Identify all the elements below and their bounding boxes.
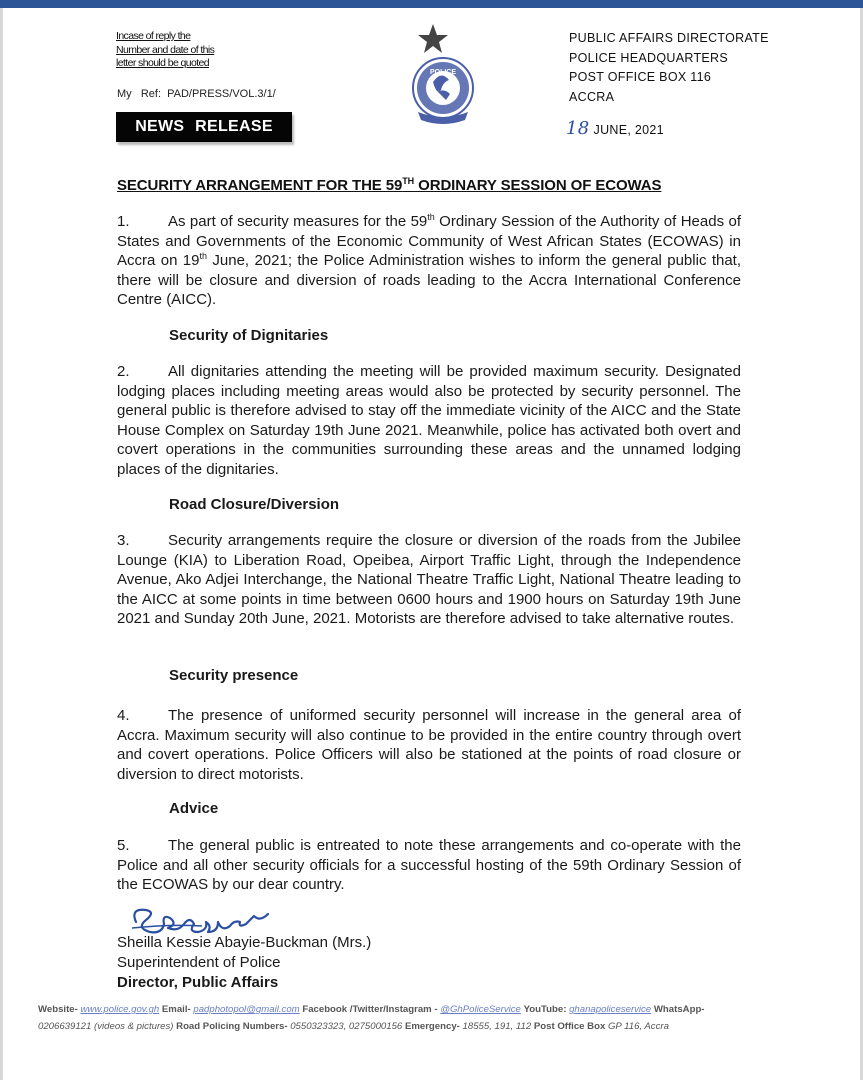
paragraph-5 xyxy=(117,836,741,895)
po-box-label: Post Office Box xyxy=(533,1021,606,1032)
youtube-link[interactable]: ghanapoliceservice xyxy=(569,1004,652,1015)
title-text: ORDINARY SESSION OF ECOWAS xyxy=(414,177,662,194)
contact-footer xyxy=(38,1001,838,1035)
date-month-year: JUNE, 2021 xyxy=(593,123,664,137)
address-line: POST OFFICE BOX 116 xyxy=(569,70,712,84)
paragraph-text: The presence of uniformed security personnel will increase in the general area of Accra. Maximum security will also continue to be provided in the entire country through overt and covert operations. Police Officers will also be stationed at the points of road closure or diversion to direct motorists. xyxy=(117,707,741,783)
date-day-handwritten: 18 xyxy=(566,118,590,139)
footer-line-1 xyxy=(38,1001,838,1018)
paragraph-number: 1. xyxy=(117,213,130,230)
svg-text:POLICE: POLICE xyxy=(429,69,457,76)
emergency-label: Emergency- xyxy=(404,1021,460,1032)
ghana-police-crest-icon xyxy=(398,22,488,130)
paragraph-text: The general public is entreated to note these arrangements and co-operate with the Police and all other security officials for a successful hosting of the 59th Ordinary Session of the ECOWAS by our dear country. xyxy=(117,837,741,894)
reference-number: My Ref: PAD/PRESS/VOL.3/1/ xyxy=(117,88,276,100)
quote-note-line: Number and date of this xyxy=(116,43,215,56)
title-superscript: TH xyxy=(402,176,415,186)
website-link[interactable]: www.police.gov.gh xyxy=(80,1004,160,1015)
email-link[interactable]: padphotopol@gmail.com xyxy=(193,1004,300,1015)
paragraph-number: 4. xyxy=(117,707,130,724)
signatory-position: Director, Public Affairs xyxy=(117,974,279,991)
page-edge-left xyxy=(0,8,3,1080)
paragraph-number: 2. xyxy=(117,363,130,380)
section-heading: Advice xyxy=(169,800,219,817)
document-title xyxy=(117,176,747,194)
signatory-rank: Superintendent of Police xyxy=(117,954,281,971)
paragraph-text: June, 2021; the Police Administration wishes to inform the general public that, there will be closure and diversion of roads leading to the Accra International Conference Centre (AICC). xyxy=(117,252,742,309)
top-color-bar xyxy=(0,0,863,8)
paragraph-text: As part of security measures for the 59 xyxy=(168,213,428,230)
road-policing-numbers: 0550323323, 0275000156 xyxy=(290,1021,403,1032)
website-label: Website- xyxy=(38,1004,78,1015)
whatsapp-number: 0206639121 (videos & pictures) xyxy=(38,1021,174,1032)
superscript: th xyxy=(199,251,207,262)
paragraph-4 xyxy=(117,706,741,784)
paragraph-text: Security arrangements require the closure or diversion of the roads from the Jubilee Lounge (KIA) to Liberation Road, Opeibea, Airport Traffic Light, through the Independence Avenue, Ako Adjei Interchange, the National Theatre Traffic Light, National Theatre leading to the AICC at some points in time between 0600 hours and 1900 hours on Saturday 19th June 2021 and Sunday 20th June, 2021. Motorists are therefore advised to take alternative routes. xyxy=(117,532,741,628)
address-line: POLICE HEADQUARTERS xyxy=(569,50,728,65)
section-heading: Security presence xyxy=(169,667,299,684)
paragraph-text: All dignitaries attending the meeting will be provided maximum security. Designated lodging places including meeting areas would also be protected by security personnel. The general public is therefore advised to stay off the immediate vicinity of the AICC and the State House Complex on Saturday 19th June 2021. Meanwhile, police has activated both overt and covert operations in the communities surrounding these areas and the unnamed lodging places of the dignitaries. xyxy=(117,363,741,478)
title-text: SECURITY ARRANGEMENT FOR THE 59 xyxy=(117,177,403,194)
letter-date xyxy=(566,118,664,139)
paragraph-number: 3. xyxy=(117,532,130,549)
footer-line-2 xyxy=(38,1018,838,1035)
news-release-banner xyxy=(116,112,292,142)
paragraph-text: Ordinary Session of the Authority of Heads of States and Governments of the Economic Community of West African States (ECOWAS) in Accra on 19 xyxy=(117,213,741,270)
quote-note-line: letter should be quoted xyxy=(116,57,210,69)
signatory-block xyxy=(117,933,371,993)
paragraph-number: 5. xyxy=(117,837,130,854)
social-link[interactable]: @GhPoliceService xyxy=(440,1004,521,1015)
section-heading: Security of Dignitaries xyxy=(169,327,329,344)
address-line: PUBLIC AFFAIRS DIRECTORATE xyxy=(569,31,769,45)
paragraph-1 xyxy=(117,212,741,310)
whatsapp-label: WhatsApp- xyxy=(653,1004,705,1015)
quote-note-line: Incase of reply the xyxy=(116,30,191,42)
youtube-label: YouTube: xyxy=(523,1004,567,1015)
email-label: Email- xyxy=(161,1004,191,1015)
emergency-numbers: 18555, 191, 112 xyxy=(462,1021,532,1032)
road-policing-label: Road Policing Numbers- xyxy=(176,1021,288,1032)
section-heading: Road Closure/Diversion xyxy=(169,496,340,513)
social-label: Facebook /Twitter/Instagram - xyxy=(302,1004,438,1015)
address-line: ACCRA xyxy=(569,89,615,104)
superscript: th xyxy=(427,212,435,222)
sender-address xyxy=(569,29,769,107)
signatory-name: Sheilla Kessie Abayie-Buckman (Mrs.) xyxy=(117,934,372,951)
reply-quote-note xyxy=(116,30,214,71)
paragraph-2 xyxy=(117,362,741,480)
news-release-label: NEWS RELEASE xyxy=(135,118,273,135)
po-box-value: GP 116, Accra xyxy=(607,1021,669,1032)
paragraph-3 xyxy=(117,531,741,629)
